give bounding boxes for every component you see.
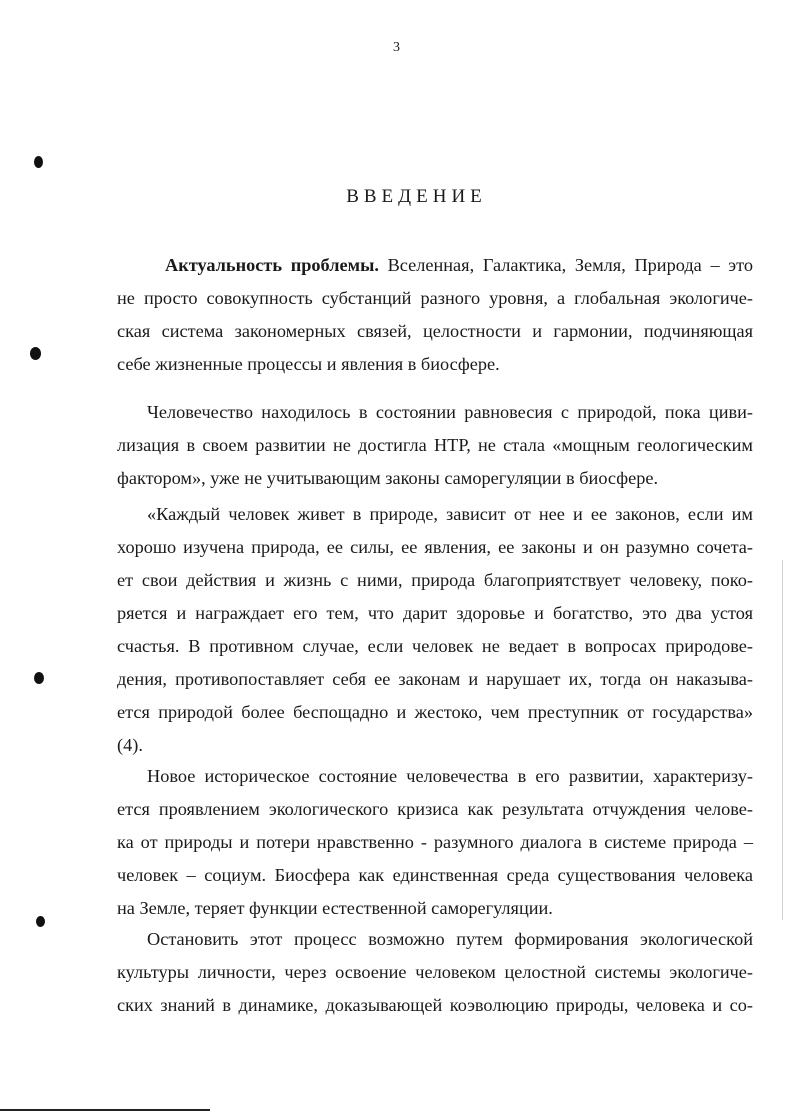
text-line-content: Остановить этот процесс возможно путем формирования экологической [147,929,753,949]
text-line [117,799,753,820]
text-line [117,288,753,309]
binder-hole-mark [34,156,43,168]
text-line [147,929,753,950]
text-line-content: себе жизненные процессы и явления в биосфере. [117,354,500,374]
text-line-content: Новое историческое состояние человечества в его развитии, характеризу- [147,766,753,786]
text-line-content: ская система закономерных связей, целостности и гармонии, подчиняющая [117,321,753,341]
text-line [117,603,753,624]
text-line [117,636,753,657]
text-line [117,354,753,375]
scan-edge-line [782,560,783,920]
text-line [117,669,753,690]
text-line-content: культуры личности, через освоение человеком целостной системы экологиче- [117,962,753,982]
text-line-content: ет свои действия и жизнь с ними, природа благоприятствует человеку, поко- [117,570,753,590]
text-line [165,255,753,276]
page-number: 3 [393,40,400,55]
text-line-content: ряется и награждает его тем, что дарит здоровье и богатство, это два устоя [117,603,753,623]
binder-hole-mark [30,347,41,360]
paragraph-lead: Актуальность проблемы. [165,255,379,275]
text-line [147,402,753,423]
text-line-content: «Каждый человек живет в природе, зависит от нее и ее законов, если им [147,504,753,524]
text-line [117,435,753,456]
text-line-content: хорошо изучена природа, ее силы, ее явления, ее законы и он разумно сочета- [117,537,753,557]
text-line [117,702,753,723]
text-line-content: не просто совокупность субстанций разного уровня, а глобальная экологиче- [117,288,753,308]
text-line-content: Человечество находилось в состоянии равновесия с природой, пока циви- [147,402,753,422]
text-line-content: (4). [117,735,143,755]
text-line-content: ка от природы и потери нравственно - разумного диалога в системе природа – [117,832,753,852]
text-line [117,995,753,1016]
text-line-content: ется природой более беспощадно и жестоко, чем преступник от государства» [117,702,753,722]
text-line [117,962,753,983]
binder-hole-mark [34,672,44,684]
text-line [117,865,753,886]
text-line [117,537,753,558]
text-line-content: ется проявлением экологического кризиса как результата отчуждения челове- [117,799,753,819]
text-line-content: человек – социум. Биосфера как единственная среда существования человека [117,865,753,885]
text-line-content: ских знаний в динамике, доказывающей коэволюцию природы, человека и со- [117,995,753,1015]
text-line [147,766,753,787]
text-line [117,321,753,342]
text-line [117,898,753,919]
text-line-content: дения, противопоставляет себя ее законам и нарушает их, тогда он наказыва- [117,669,753,689]
text-line-content: Вселенная, Галактика, Земля, Природа – это [387,255,754,275]
text-line [117,468,753,489]
text-line-content: на Земле, теряет функции естественной саморегуляции. [117,898,553,918]
text-line [117,735,753,756]
text-line [117,570,753,591]
text-line [117,832,753,853]
binder-hole-mark [36,916,45,927]
text-line-content: фактором», уже не учитывающим законы саморегуляции в биосфере. [117,468,659,488]
text-line [147,504,753,525]
section-heading: ВВЕДЕНИЕ [346,186,487,207]
text-line-content: счастья. В противном случае, если человек не ведает в вопросах природове- [117,636,753,656]
text-line-content: лизация в своем развитии не достигла НТР, не стала «мощным геологическим [117,435,753,455]
